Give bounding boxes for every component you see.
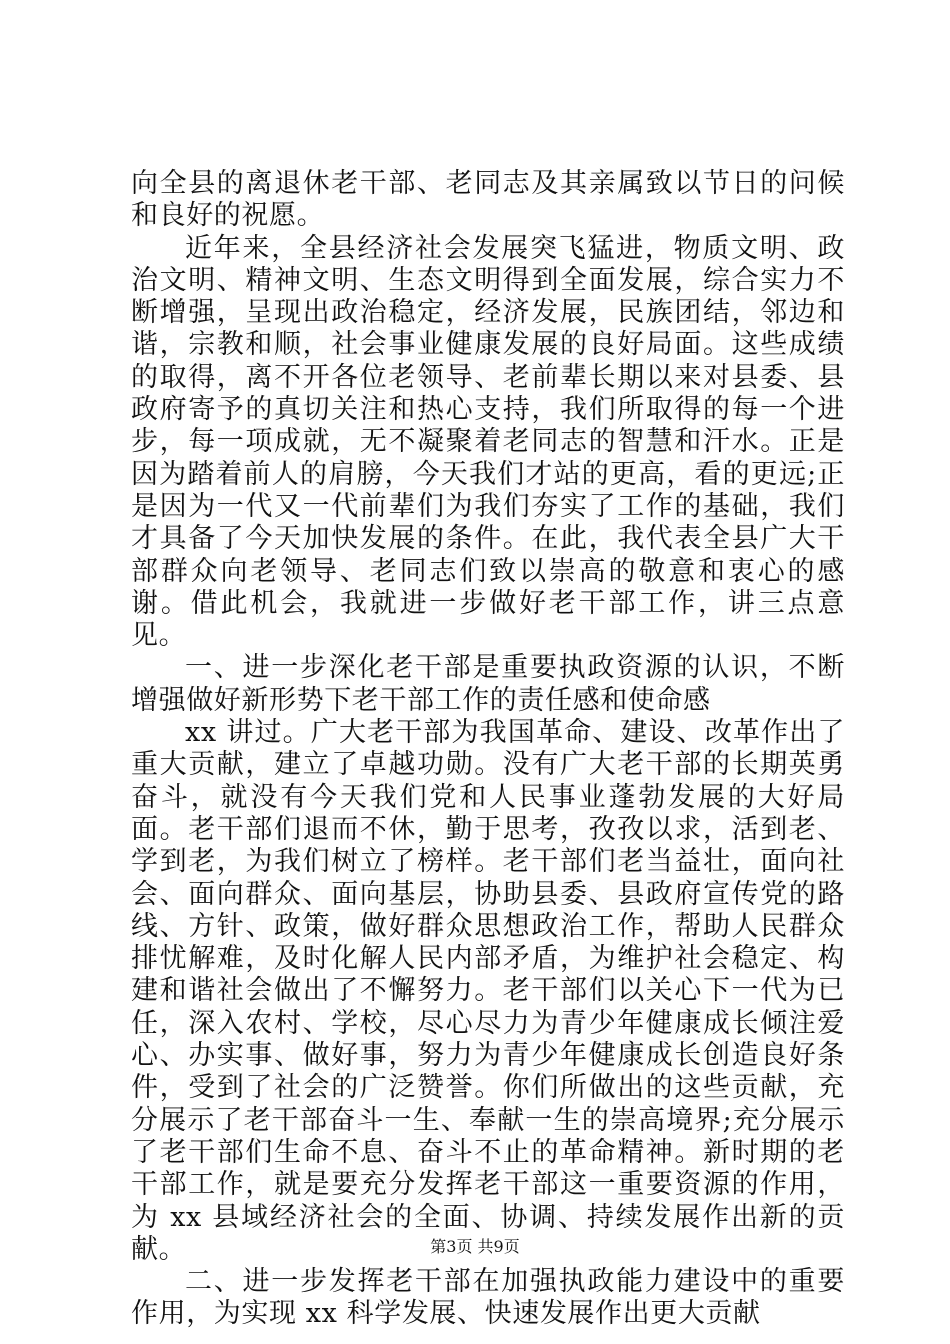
document-body	[131, 168, 845, 1331]
section-heading-two: 二、进一步发挥老干部在加强执政能力建设中的重要作用，为实现 xx 科学发展、快速发展作出更大贡献	[131, 1266, 845, 1330]
paragraph-contributions: xx 讲过。广大老干部为我国革命、建设、改革作出了重大贡献，建立了卓越功勋。没有广大老干部的长期英勇奋斗，就没有今天我们党和人民事业蓬勃发展的大好局面。老干部们退而不休，勤于思考，孜孜以求，活到老、学到老，为我们树立了榜样。老干部们老当益壮，面向社会、面向群众、面向基层，协助县委、县政府宣传党的路线、方针、政策，做好群众思想政治工作，帮助人民群众排忧解难，及时化解人民内部矛盾，为维护社会稳定、构建和谐社会做出了不懈努力。老干部们以关心下一代为已任，深入农村、学校，尽心尽力为青少年健康成长倾注爱心、办实事、做好事，努力为青少年健康成长创造良好条件，受到了社会的广泛赞誉。你们所做出的这些贡献，充分展示了老干部奋斗一生、奉献一生的崇高境界;充分展示了老干部们生命不息、奋斗不止的革命精神。新时期的老干部工作，就是要充分发挥老干部这一重要资源的作用，为 xx 县域经济社会的全面、协调、持续发展作出新的贡献。	[131, 717, 845, 1265]
paragraph-greeting-continuation: 向全县的离退休老干部、老同志及其亲属致以节日的问候和良好的祝愿。	[131, 168, 845, 232]
page-number-footer: 第3页 共9页	[430, 1237, 520, 1256]
section-heading-one: 一、进一步深化老干部是重要执政资源的认识，不断增强做好新形势下老干部工作的责任感和使命感	[131, 652, 845, 716]
paragraph-achievements: 近年来，全县经济社会发展突飞猛进，物质文明、政治文明、精神文明、生态文明得到全面发展，综合实力不断增强，呈现出政治稳定，经济发展，民族团结，邻边和谐，宗教和顺，社会事业健康发展的良好局面。这些成绩的取得，离不开各位老领导、老前辈长期以来对县委、县政府寄予的真切关注和热心支持，我们所取得的每一个进步，每一项成就，无不凝聚着老同志的智慧和汗水。正是因为踏着前人的肩膀，今天我们才站的更高，看的更远;正是因为一代又一代前辈们为我们夯实了工作的基础，我们才具备了今天加快发展的条件。在此，我代表全县广大干部群众向老领导、老同志们致以崇高的敬意和衷心的感谢。借此机会，我就进一步做好老干部工作，讲三点意见。	[131, 232, 845, 652]
